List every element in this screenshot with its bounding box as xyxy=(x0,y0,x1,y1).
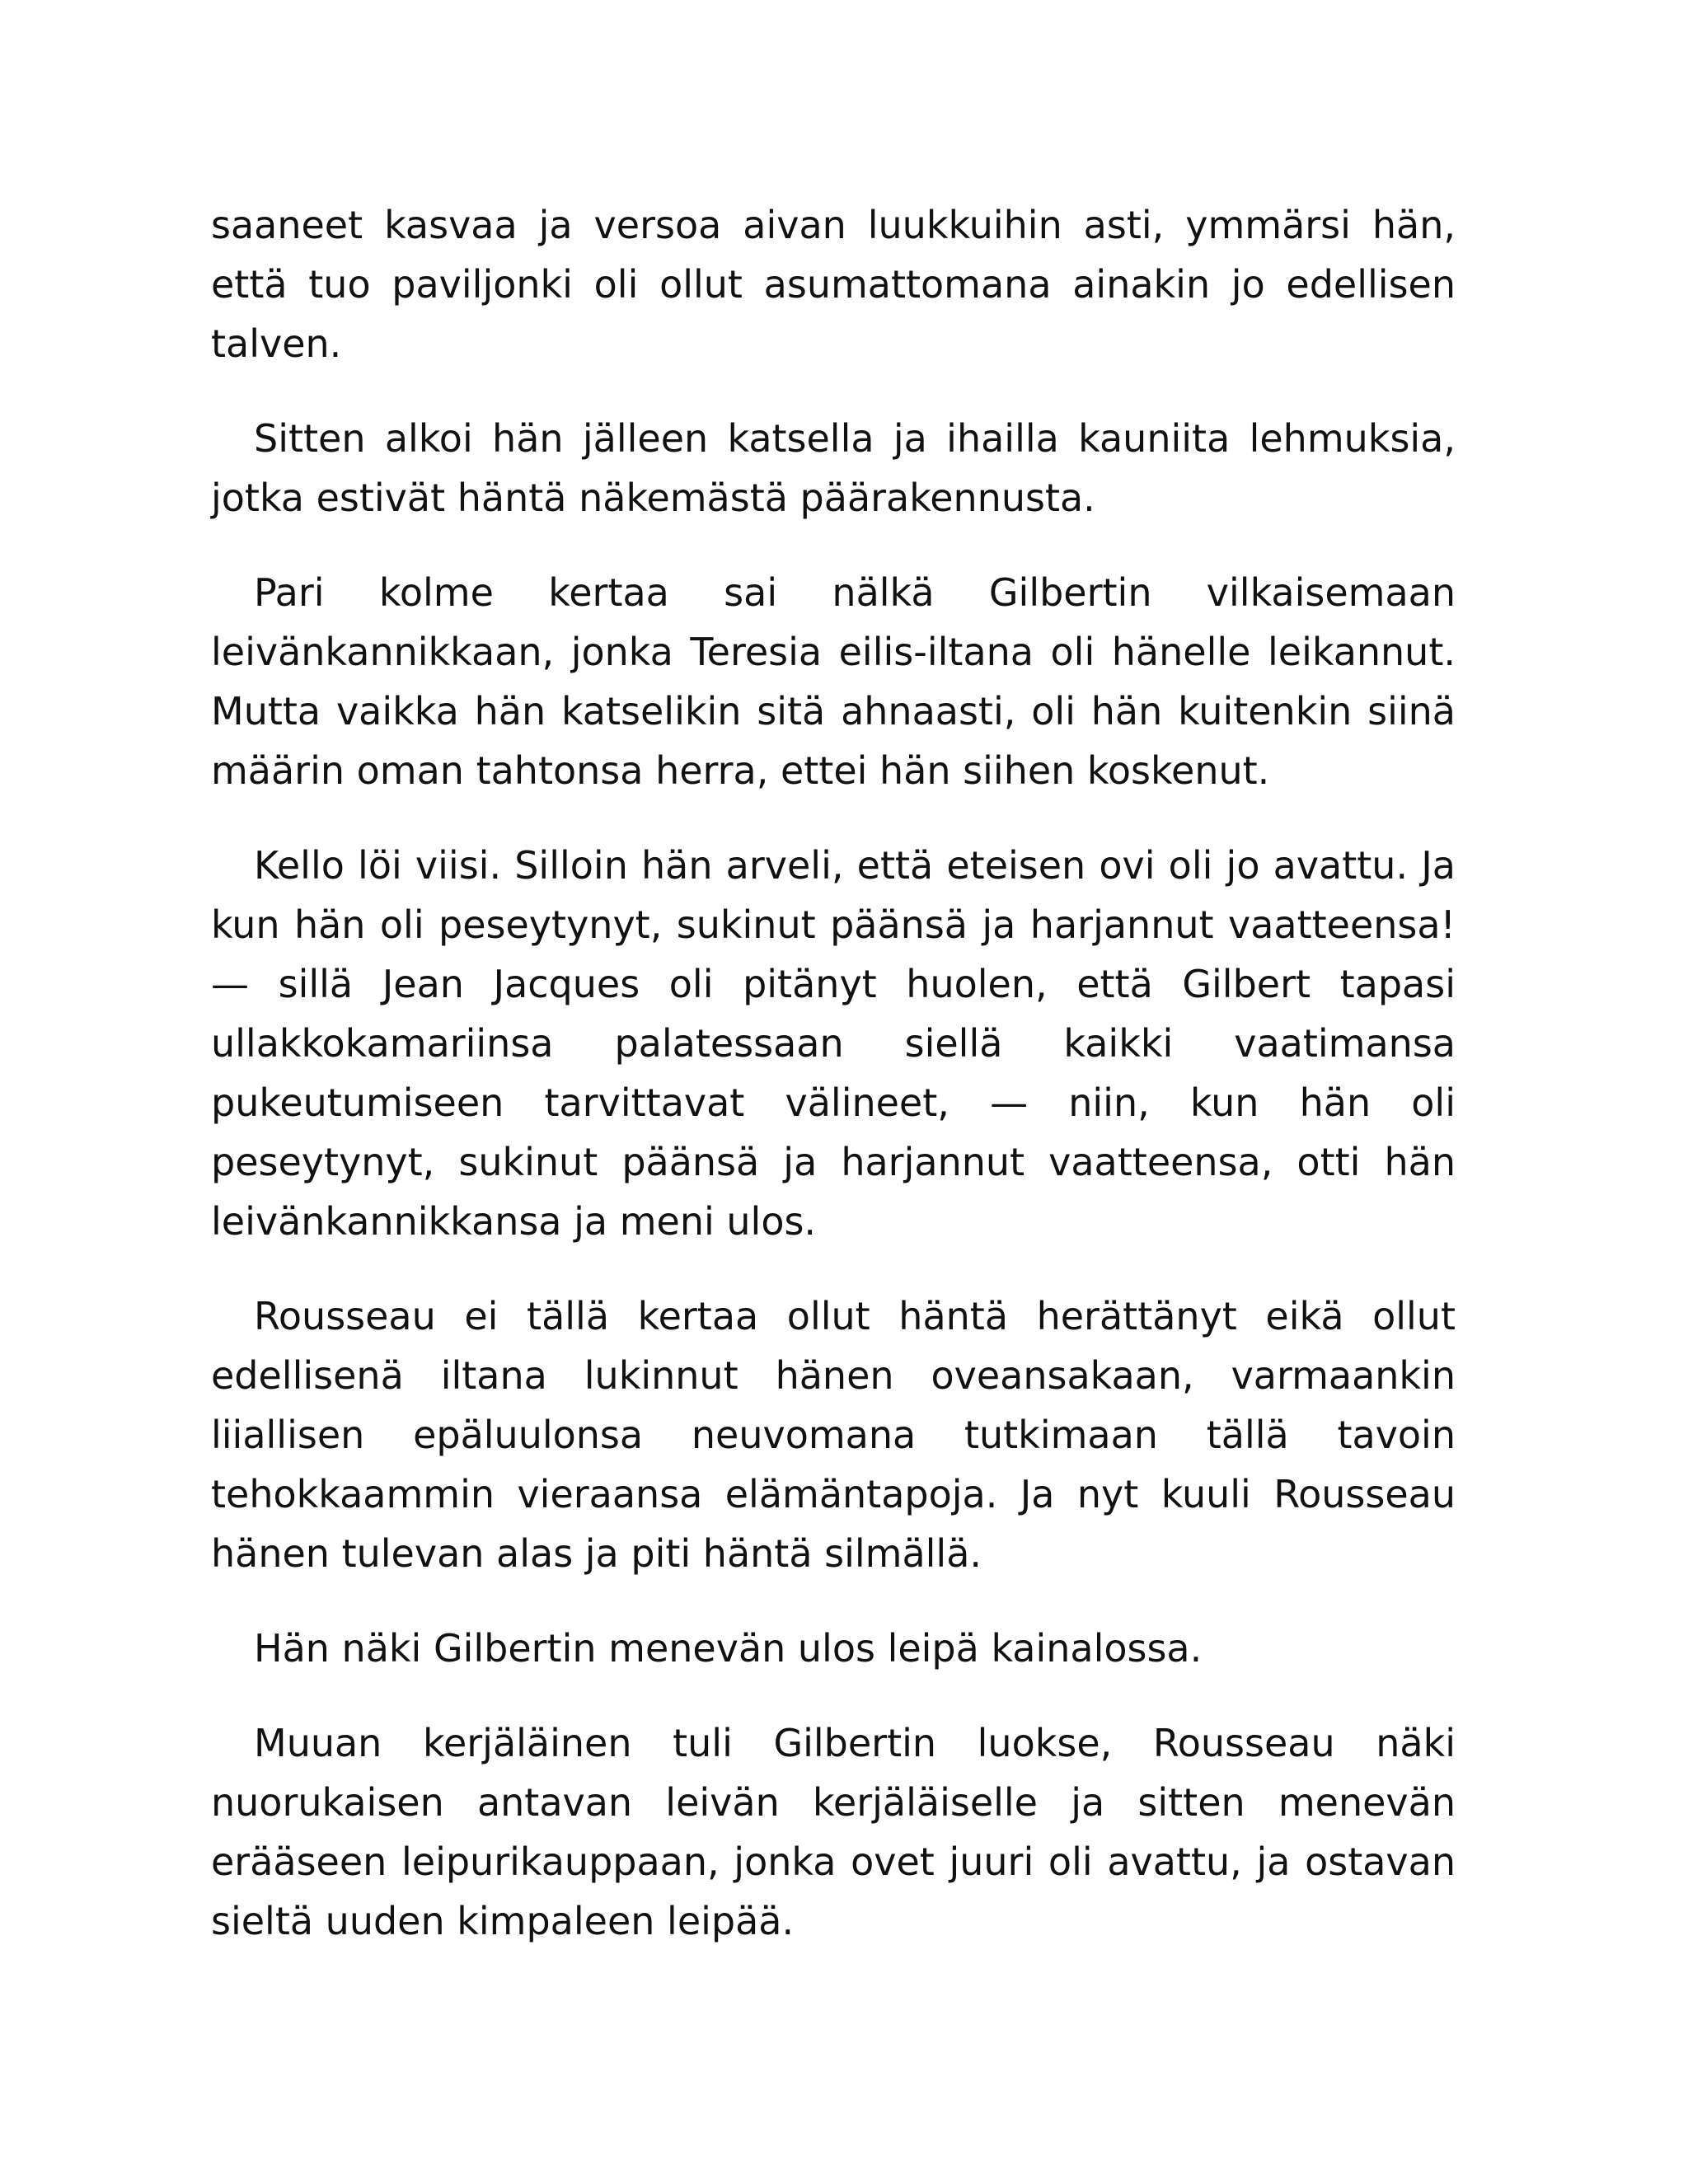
body-text xyxy=(211,195,1456,1986)
paragraph-6: Hän näki Gilbertin menevän ulos leipä kainalossa. xyxy=(254,1626,1203,1671)
paragraph-3: Pari kolme kertaa sai nälkä Gilbertin vilkaisemaan leivänkannikkaan, jonka Teresia eilis-iltana oli hänelle leikannut. Mutta vaikka hän katselikin sitä ahnaasti, oli hän kuitenkin siinä määrin oman tahtonsa herra, ettei hän siihen koskenut. xyxy=(211,570,1456,793)
paragraph-4: Kello löi viisi. Silloin hän arveli, että eteisen ovi oli jo avattu. Ja kun hän oli peseytynyt, sukinut päänsä ja harjannut vaatteensa! — sillä Jean Jacques oli pitänyt huolen, että Gilbert tapasi ullakkokamariinsa palatessaan siellä kaikki vaatimansa pukeutumiseen tarvittavat välineet, — niin, kun hän oli peseytynyt, sukinut päänsä ja harjannut vaatteensa, otti hän leivänkannikkansa ja meni ulos. xyxy=(211,843,1456,1244)
paragraph-7: Muuan kerjäläinen tuli Gilbertin luokse, Rousseau näki nuorukaisen antavan leivän kerjäläiselle ja sitten menevän erääseen leipurikauppaan, jonka ovet juuri oli avattu, ja ostavan sieltä uuden kimpaleen leipää. xyxy=(211,1721,1456,1943)
paragraph-1: saaneet kasvaa ja versoa aivan luukkuihin asti, ymmärsi hän, että tuo paviljonki oli ollut asumattomana ainakin jo edellisen talven. xyxy=(211,203,1456,366)
paragraph-5: Rousseau ei tällä kertaa ollut häntä herättänyt eikä ollut edellisenä iltana lukinnut hänen oveansakaan, varmaankin liiallisen epäluulonsa neuvomana tutkimaan tällä tavoin tehokkaammin vieraansa elämäntapoja. Ja nyt kuuli Rousseau hänen tulevan alas ja piti häntä silmällä. xyxy=(211,1294,1456,1576)
paragraph-2: Sitten alkoi hän jälleen katsella ja ihailla kauniita lehmuksia, jotka estivät häntä näkemästä päärakennusta. xyxy=(211,416,1456,520)
